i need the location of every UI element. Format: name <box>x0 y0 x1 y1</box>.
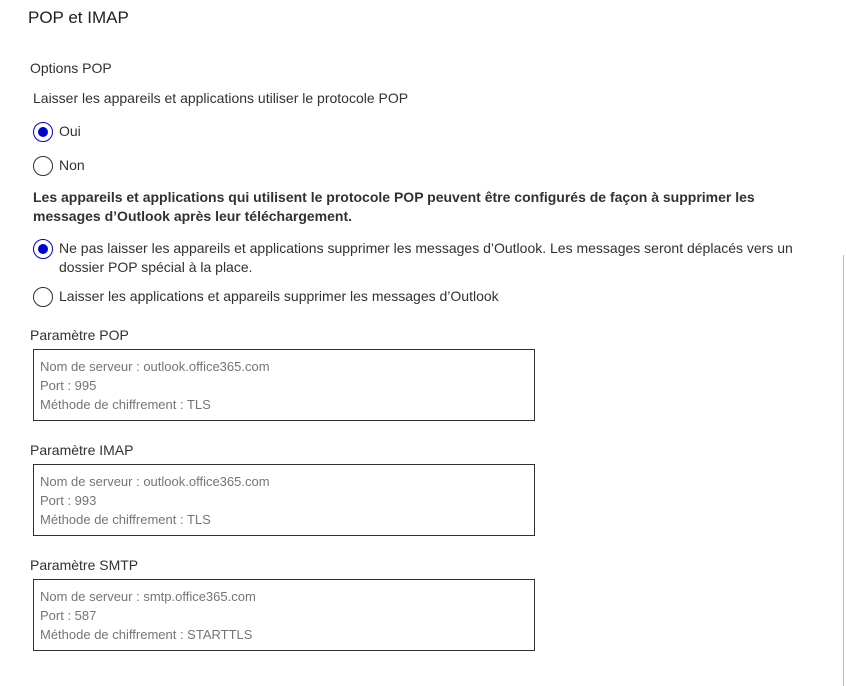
radio-button-unchecked[interactable] <box>33 156 53 176</box>
smtp-settings-box[interactable] <box>33 579 535 651</box>
radio-button-checked[interactable] <box>33 239 53 259</box>
smtp-port-text: Port : 587 <box>40 608 97 623</box>
radio-keep-messages-label: Ne pas laisser les appareils et applications supprimer les messages d’Outlook. Les messages seront déplacés vers un dossier POP spécial à la place. <box>59 240 793 275</box>
scrollbar-track[interactable] <box>843 255 844 686</box>
imap-port-text: Port : 993 <box>40 493 97 508</box>
pop-settings-label: Paramètre POP <box>30 327 129 343</box>
pop-options-heading: Options POP <box>30 60 112 76</box>
imap-settings-box[interactable] <box>33 464 535 536</box>
radio-allow-delete-label: Laisser les applications et appareils supprimer les messages d’Outlook <box>59 288 499 304</box>
radio-dot <box>38 244 48 254</box>
pop-delete-description: Les appareils et applications qui utilisent le protocole POP peuvent être configurés de façon à supprimer les messages d’Outlook après leur téléchargement. <box>33 189 755 224</box>
radio-button-unchecked[interactable] <box>33 287 53 307</box>
radio-keep-messages[interactable] <box>33 239 833 277</box>
pop-access-question: Laisser les appareils et applications utiliser le protocole POP <box>33 90 409 106</box>
smtp-settings-label: Paramètre SMTP <box>30 557 139 573</box>
smtp-server-text: Nom de serveur : smtp.office365.com <box>40 589 256 604</box>
radio-non[interactable] <box>33 156 85 176</box>
smtp-encryption-text: Méthode de chiffrement : STARTTLS <box>40 627 253 642</box>
imap-server-text: Nom de serveur : outlook.office365.com <box>40 474 270 489</box>
imap-encryption-text: Méthode de chiffrement : TLS <box>40 512 211 527</box>
radio-allow-delete[interactable] <box>33 287 499 307</box>
page-title: POP et IMAP <box>28 8 129 27</box>
radio-oui-label: Oui <box>59 123 81 139</box>
radio-button-checked[interactable] <box>33 122 53 142</box>
radio-dot <box>38 127 48 137</box>
pop-port-text: Port : 995 <box>40 378 97 393</box>
pop-encryption-text: Méthode de chiffrement : TLS <box>40 397 211 412</box>
pop-settings-box[interactable] <box>33 349 535 421</box>
radio-non-label: Non <box>59 157 85 173</box>
radio-oui[interactable] <box>33 122 81 142</box>
imap-settings-label: Paramètre IMAP <box>30 442 134 458</box>
pop-server-text: Nom de serveur : outlook.office365.com <box>40 359 270 374</box>
